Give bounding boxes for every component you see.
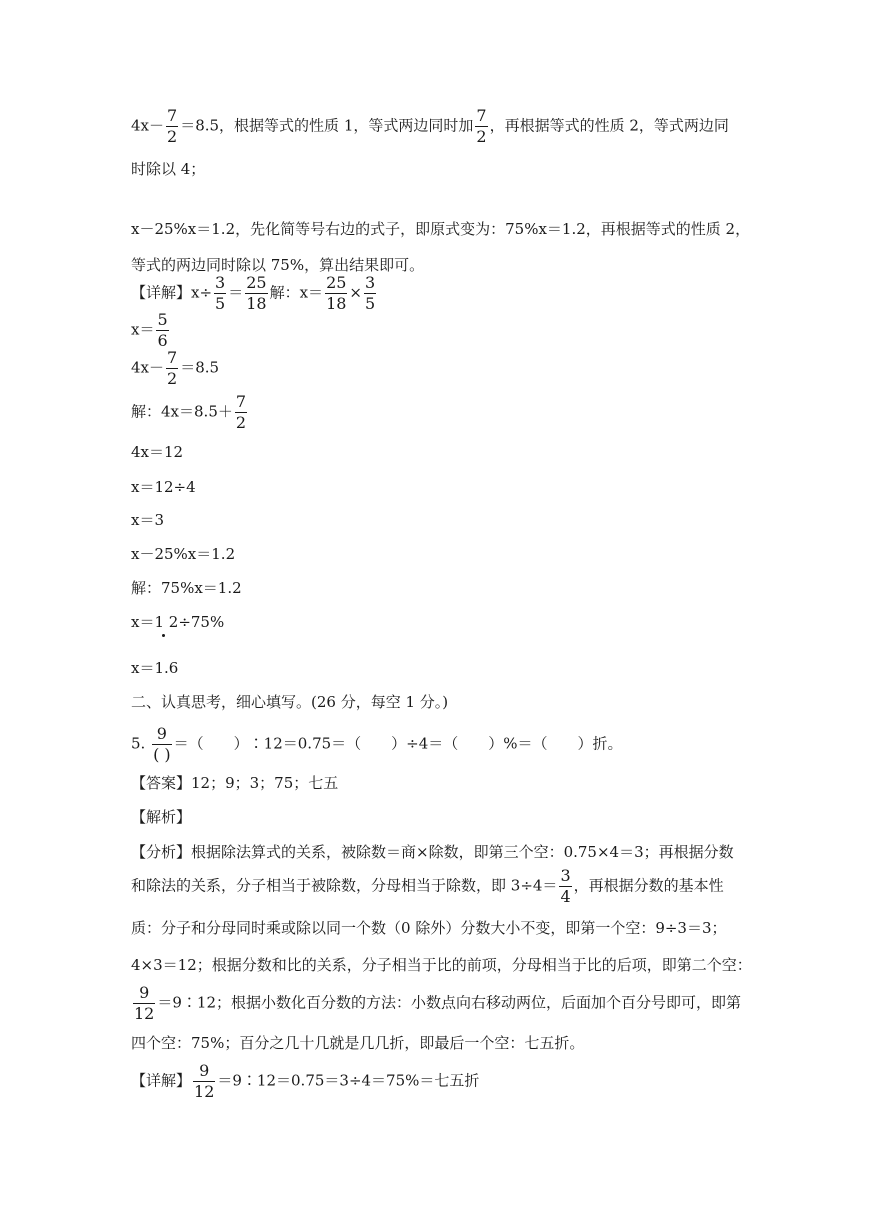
fraction: $\frac{7}{2}$ <box>167 348 178 388</box>
fraction: $\frac{9}{( )}$ <box>153 724 171 764</box>
analysis-para-2: 和除法的关系，分子相当于被除数，分母相当于除数，即 3÷4＝ $\frac{3}{4}$ ，再根据分数的基本性 <box>131 866 724 906</box>
detail-equation-8: x－25%x＝1.2 <box>131 545 236 563</box>
text: ＝8.5，根据等式的性质 1，等式两边同时加 <box>180 116 474 135</box>
detail-equation-6: x＝12÷4 <box>131 478 196 496</box>
detail-equation-11: x＝1.6 <box>131 659 179 677</box>
analysis-para-5: $\frac{9}{12}$ ＝9∶12；根据小数化百分数的方法：小数点向右移动两位，后面加个百分号即可，即第 <box>134 983 741 1023</box>
answer-line: 【答案】12；9；3；75；七五 <box>131 774 339 792</box>
detail-equation-10: x＝1 2÷75% <box>131 613 225 631</box>
fraction: $\frac{3}{4}$ <box>560 866 571 906</box>
fraction: $\frac{5}{6}$ <box>157 310 168 350</box>
decimal-point-mark <box>162 634 165 637</box>
detail-equation-7: x＝3 <box>131 511 165 529</box>
detail-equation-2: x＝ $\frac{5}{6}$ <box>131 310 168 350</box>
analysis-para-1: 【分析】根据除法算式的关系，被除数＝商×除数，即第三个空：0.75×4＝3；再根据分数 <box>131 843 734 861</box>
detail-equation-1: 【详解】x÷ $\frac{3}{5}$ ＝ $\frac{25}{18}$ 解：x＝ $\frac{25}{18}$ × $\frac{3}{5}$ <box>131 273 376 313</box>
analysis-line-1 <box>131 108 729 145</box>
analysis-para-6: 四个空：75%；百分之几十几就是几几折，即最后一个空：七五折。 <box>131 1034 585 1052</box>
fraction: $\frac{9}{12}$ <box>194 1061 215 1101</box>
analysis-line-4: 等式的两边同时除以 75%，算出结果即可。 <box>131 256 425 274</box>
analysis-line-2: 时除以 4； <box>131 160 206 178</box>
analysis-para-4: 4×3＝12；根据分数和比的关系，分子相当于比的前项，分母相当于比的后项，即第二个空： <box>131 956 752 974</box>
fraction: $\frac{3}{5}$ <box>215 273 226 313</box>
analysis-heading: 【解析】 <box>131 808 192 826</box>
text: ，再根据等式的性质 2，等式两边同 <box>489 116 729 135</box>
detail-equation-5: 4x＝12 <box>131 443 184 461</box>
fraction: $\frac{7}{2}$ <box>235 392 247 432</box>
fraction: $\frac{9}{12}$ <box>134 983 155 1023</box>
fraction: $\frac{7}{2}$ <box>476 106 487 146</box>
analysis-line-3: x－25%x＝1.2，先化简等号右边的式子，即原式变为：75%x＝1.2，再根据等式的性质 2， <box>131 220 751 238</box>
text: 4x－ <box>131 116 165 135</box>
question-5: 5. $\frac{9}{( )}$ ＝（ ）∶12＝0.75＝（ ）÷4＝（ ）%＝（ ）折。 <box>131 724 623 764</box>
section-heading: 二、认真思考，细心填写。(26 分，每空 1 分。) <box>131 693 449 711</box>
detail-equation-4: 解：4x＝8.5＋ $\frac{7}{2}$ <box>131 392 247 432</box>
fraction: $\frac{25}{18}$ <box>326 273 347 313</box>
fraction: $\frac{7}{2}$ <box>167 106 178 146</box>
fraction: $\frac{25}{18}$ <box>246 273 267 313</box>
detail-equation-3: 4x－ $\frac{7}{2}$ ＝8.5 <box>131 348 220 388</box>
analysis-para-3: 质：分子和分母同时乘或除以同一个数（0 除外）分数大小不变，即第一个空：9÷3＝3； <box>131 919 727 937</box>
detail-final: 【详解】 $\frac{9}{12}$ ＝9∶12＝0.75＝3÷4＝75%＝七五折 <box>131 1061 480 1101</box>
fraction: $\frac{3}{5}$ <box>365 273 376 313</box>
detail-equation-9: 解：75%x＝1.2 <box>131 579 242 597</box>
